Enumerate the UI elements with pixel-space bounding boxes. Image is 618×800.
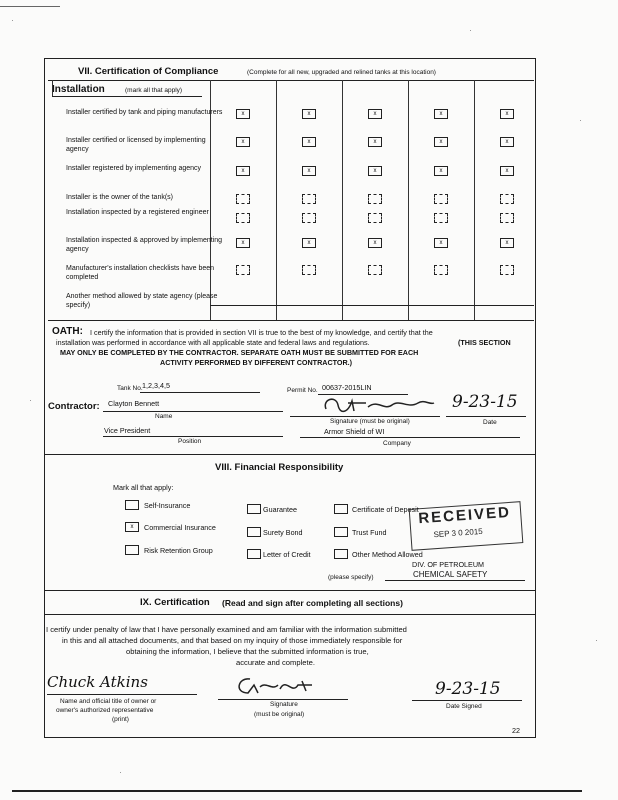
install-checkbox-r4-c1[interactable] xyxy=(236,194,250,204)
stamp-date: SEP 3 0 2015 xyxy=(433,526,483,540)
owner-date-label: Date Signed xyxy=(446,703,482,710)
install-checkbox-r6-c3[interactable] xyxy=(368,238,382,248)
install-checkbox-r2-c4[interactable] xyxy=(434,137,448,147)
checkbox-certificate-deposit[interactable] xyxy=(334,504,348,514)
checkbox-self-insurance[interactable] xyxy=(125,500,139,510)
install-checkbox-r3-c4[interactable] xyxy=(434,166,448,176)
install-checkbox-r1-c4[interactable] xyxy=(434,109,448,119)
checkbox-letter-of-credit[interactable] xyxy=(247,549,261,559)
install-checkbox-r3-c3[interactable] xyxy=(368,166,382,176)
permit-no-value[interactable]: 00637-2015LIN xyxy=(322,383,372,392)
option-trust-fund: Trust Fund xyxy=(352,528,387,537)
install-checkbox-r1-c3[interactable] xyxy=(368,109,382,119)
oath-bold-2: MAY ONLY BE COMPLETED BY THE CONTRACTOR. SEPARATE OATH MUST BE SUBMITTED FOR EACH xyxy=(60,348,419,357)
owner-name-value[interactable]: Chuck Atkins xyxy=(47,673,148,691)
section9-text-3: obtaining the information, I believe that the submitted information is true, xyxy=(126,647,369,656)
oath-bold-1: (THIS SECTION xyxy=(458,338,511,347)
page-number: 22 xyxy=(512,726,520,735)
install-checkbox-r5-c5[interactable] xyxy=(500,213,514,223)
row-label-inspected-approved: Installation inspected & approved by implementing agency xyxy=(66,237,223,253)
install-checkbox-r3-c2[interactable] xyxy=(302,166,316,176)
oath-label: OATH: xyxy=(52,326,83,337)
contractor-date-label: Date xyxy=(483,419,497,426)
install-checkbox-r6-c5[interactable] xyxy=(500,238,514,248)
installation-label: Installation xyxy=(52,84,105,95)
please-specify: (please specify) xyxy=(328,574,374,581)
contractor-date-value[interactable]: 9-23-15 xyxy=(452,392,518,412)
install-checkbox-r1-c5[interactable] xyxy=(500,109,514,119)
section9-text-2: in this and all attached documents, and that based on my inquiry of those immediately responsible for xyxy=(62,636,403,645)
contractor-position-value[interactable]: Vice President xyxy=(104,426,151,435)
tank-no-value[interactable]: 1,2,3,4,5 xyxy=(142,381,170,390)
section9-title: IX. Certification xyxy=(140,597,210,608)
owner-name-label-3: (print) xyxy=(112,716,129,723)
contractor-label: Contractor: xyxy=(48,401,100,412)
contractor-name-label: Name xyxy=(155,413,173,420)
row-label-engineer: Installation inspected by a registered engineer xyxy=(66,209,209,216)
install-checkbox-r7-c5[interactable] xyxy=(500,265,514,275)
owner-signature-label-1: Signature xyxy=(270,701,298,708)
section9-text-1: I certify under penalty of law that I have personally examined and am familiar with the information submitted xyxy=(46,625,407,634)
install-checkbox-r7-c4[interactable] xyxy=(434,265,448,275)
oath-bold-3: ACTIVITY PERFORMED BY DIFFERENT CONTRACTOR.) xyxy=(160,358,353,367)
owner-signature xyxy=(232,673,328,699)
checkbox-surety-bond[interactable] xyxy=(247,527,261,537)
row-label-other-method: Another method allowed by state agency (please specify) xyxy=(66,293,218,309)
stamp-received: RECEIVED xyxy=(417,503,512,528)
contractor-company-value[interactable]: Armor Shield of WI xyxy=(324,427,385,436)
tank-no-label: Tank No. xyxy=(117,385,143,392)
oath-text-1: I certify the information that is provided in section VII is true to the best of my knowledge, and certify that the xyxy=(90,328,433,337)
contractor-signature xyxy=(318,393,438,417)
section7-subtitle: (Complete for all new, upgraded and relined tanks at this location) xyxy=(247,69,436,76)
owner-date-value[interactable]: 9-23-15 xyxy=(435,679,501,699)
checkbox-trust-fund[interactable] xyxy=(334,527,348,537)
owner-name-label-2: owner's authorized representative xyxy=(56,707,154,714)
option-self-insurance: Self-Insurance xyxy=(144,501,191,510)
received-stamp xyxy=(409,501,524,551)
section8-title: VIII. Financial Responsibility xyxy=(215,462,344,473)
checkbox-other-method[interactable] xyxy=(334,549,348,559)
install-checkbox-r7-c2[interactable] xyxy=(302,265,316,275)
permit-no-label: Permit No. xyxy=(287,387,318,394)
owner-name-label-1: Name and official title of owner or xyxy=(60,698,157,705)
install-checkbox-r4-c3[interactable] xyxy=(368,194,382,204)
stamp-chemical-safety: CHEMICAL SAFETY xyxy=(413,570,488,579)
option-risk-retention: Risk Retention Group xyxy=(144,546,213,555)
section9-subtitle: (Read and sign after completing all sections) xyxy=(222,598,403,608)
install-checkbox-r2-c3[interactable] xyxy=(368,137,382,147)
install-checkbox-r2-c2[interactable] xyxy=(302,137,316,147)
row-label-certified-manufacturers: Installer certified by tank and piping manufacturers xyxy=(66,109,223,116)
stamp-division: DIV. OF PETROLEUM xyxy=(412,560,485,569)
install-checkbox-r2-c5[interactable] xyxy=(500,137,514,147)
install-checkbox-r6-c2[interactable] xyxy=(302,238,316,248)
install-checkbox-r5-c4[interactable] xyxy=(434,213,448,223)
section8-mark-all: Mark all that apply: xyxy=(113,483,174,492)
installation-mark-all: (mark all that apply) xyxy=(125,87,183,94)
option-commercial-insurance: Commercial Insurance xyxy=(144,523,216,532)
section7-title: VII. Certification of Compliance xyxy=(78,66,219,77)
install-checkbox-r1-c2[interactable] xyxy=(302,109,316,119)
contractor-name[interactable]: Clayton Bennett xyxy=(108,399,160,408)
row-label-checklists: Manufacturer's installation checklists have been completed xyxy=(66,265,215,281)
contractor-position-label: Position xyxy=(178,438,202,445)
section9-text-4: accurate and complete. xyxy=(236,658,315,667)
owner-signature-label-2: (must be original) xyxy=(254,711,305,718)
row-label-certified-agency: Installer certified or licensed by implementing agency xyxy=(66,137,206,153)
option-other-method: Other Method Allowed xyxy=(352,550,423,559)
contractor-company-label: Company xyxy=(383,440,411,447)
option-certificate-deposit: Certificate of Deposit xyxy=(352,505,419,514)
install-checkbox-r4-c2[interactable] xyxy=(302,194,316,204)
option-guarantee: Guarantee xyxy=(263,505,297,514)
install-checkbox-r1-c1[interactable] xyxy=(236,109,250,119)
checkbox-risk-retention[interactable] xyxy=(125,545,139,555)
oath-text-2: installation was performed in accordance with all applicable state and federal laws and regulations. xyxy=(56,338,370,347)
option-letter-of-credit: Letter of Credit xyxy=(263,550,311,559)
checkbox-commercial-insurance[interactable] xyxy=(125,522,139,532)
contractor-signature-label: Signature (must be original) xyxy=(330,418,410,425)
install-checkbox-r5-c2[interactable] xyxy=(302,213,316,223)
install-checkbox-r5-c3[interactable] xyxy=(368,213,382,223)
row-label-registered: Installer registered by implementing agency xyxy=(66,165,202,172)
install-checkbox-r7-c3[interactable] xyxy=(368,265,382,275)
install-checkbox-r2-c1[interactable] xyxy=(236,137,250,147)
install-checkbox-r3-c1[interactable] xyxy=(236,166,250,176)
install-checkbox-r4-c4[interactable] xyxy=(434,194,448,204)
option-surety-bond: Surety Bond xyxy=(263,528,303,537)
install-checkbox-r7-c1[interactable] xyxy=(236,265,250,275)
install-checkbox-r5-c1[interactable] xyxy=(236,213,250,223)
install-checkbox-r6-c1[interactable] xyxy=(236,238,250,248)
install-checkbox-r4-c5[interactable] xyxy=(500,194,514,204)
checkbox-guarantee[interactable] xyxy=(247,504,261,514)
install-checkbox-r6-c4[interactable] xyxy=(434,238,448,248)
install-checkbox-r3-c5[interactable] xyxy=(500,166,514,176)
row-label-owner: Installer is the owner of the tank(s) xyxy=(66,194,173,201)
